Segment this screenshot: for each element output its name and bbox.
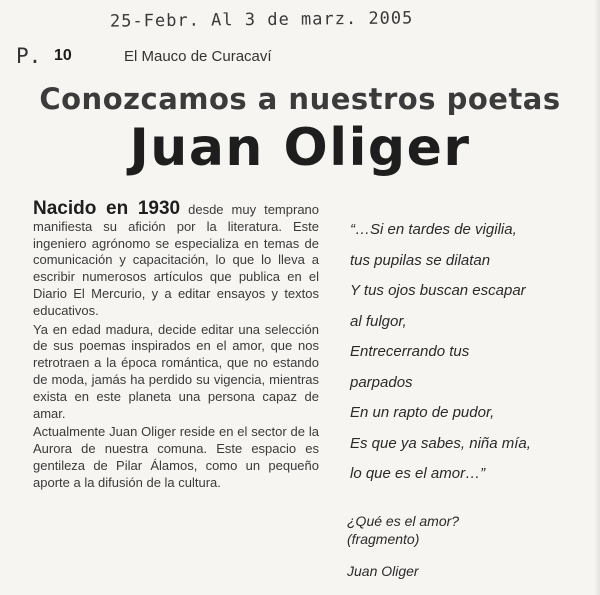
page-header	[16, 46, 416, 70]
article-paragraph-3: Actualmente Juan Oliger reside en el sector de la Aurora de nuestra comuna. Este espacio es gentileza de Pilar Álamos, como un pequeño aporte a la difusión de la cultura.	[33, 424, 319, 490]
poem-line: Y tus ojos buscan escapar	[350, 282, 526, 299]
poem-fragment-note: (fragmento)	[347, 531, 420, 547]
section-headline: Conozcamos a nuestros poetas	[39, 82, 561, 116]
article-lead: Nacido en 1930	[33, 198, 181, 219]
article-body	[33, 198, 320, 494]
scan-edge-shadow	[594, 0, 600, 595]
handwritten-date-note: 25-Febr. Al 3 de marz. 2005	[109, 8, 414, 32]
poem-line: “…Si en tardes de vigilia,	[350, 221, 517, 238]
poem-caption	[347, 512, 587, 548]
article-paragraph-1	[33, 198, 320, 320]
page-number: 10	[54, 47, 72, 64]
article-paragraph-1-text: desde muy temprano manifiesta su afición por la literatura. Este ingeniero agrónomo se especializa en temas de comunicación y capacitación, lo que lo lleva a escribir numerosos artículos que publica en el Diario El Mercurio, y a editar ensayos y textos educativos.	[33, 202, 320, 318]
poet-name-title: Juan Oliger	[129, 118, 471, 178]
article-paragraph-2: Ya en edad madura, decide editar una selección de sus poemas inspirados en el amor, que nos retrotraen a la época romántica, que no estando de moda, jamás ha perdido su vigencia, mientras exista en este planeta una persona capaz de amar.	[33, 321, 319, 421]
poem-line: parpados	[350, 373, 413, 391]
handwritten-page-mark: P.	[16, 44, 42, 68]
publication-name: El Mauco de Curacaví	[124, 48, 272, 65]
poem-line: al fulgor,	[350, 312, 407, 330]
poem-line: Entrecerrando tus	[350, 343, 470, 360]
poem-excerpt	[350, 215, 590, 490]
poem-line: lo que es el amor…”	[350, 465, 486, 482]
poem-title: ¿Qué es el amor?	[347, 513, 460, 529]
poem-author: Juan Oliger	[347, 563, 419, 579]
poem-line: Es que ya sabes, niña mía,	[350, 434, 531, 452]
poem-line: En un rapto de pudor,	[350, 404, 495, 421]
poem-line: tus pupilas se dilatan	[350, 251, 491, 269]
